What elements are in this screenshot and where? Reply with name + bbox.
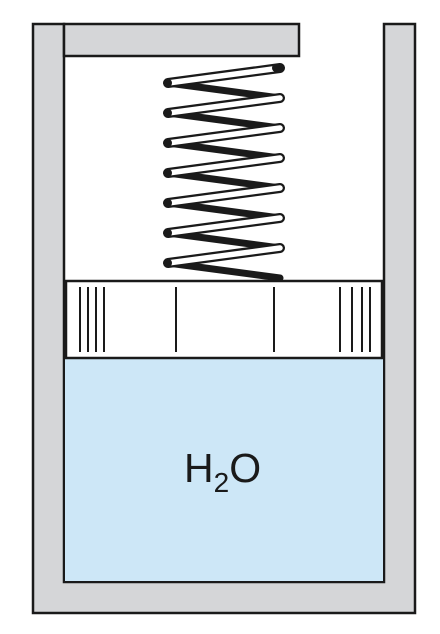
spring-coil-end bbox=[164, 229, 172, 237]
water-label-subscript: 2 bbox=[213, 467, 230, 498]
spring-coil-end bbox=[164, 79, 172, 87]
water-label-h: H bbox=[184, 445, 214, 491]
ceiling-plate bbox=[64, 24, 299, 56]
spring-front-strand bbox=[168, 68, 280, 83]
spring-front-strand bbox=[168, 248, 280, 263]
piston bbox=[66, 281, 382, 358]
spring-front-strand bbox=[168, 128, 280, 143]
spring-coil-end bbox=[164, 109, 172, 117]
piston-body bbox=[66, 281, 382, 358]
spring-coil-end bbox=[164, 139, 172, 147]
water-label-o: O bbox=[229, 445, 262, 491]
compression-spring bbox=[164, 68, 280, 278]
spring-coil-end bbox=[164, 259, 172, 267]
spring-front-strand bbox=[168, 218, 280, 233]
spring-coil-end bbox=[164, 199, 172, 207]
spring-front-strand bbox=[168, 188, 280, 203]
spring-front-strand bbox=[168, 158, 280, 173]
spring-coil-end bbox=[164, 169, 172, 177]
spring-front-strand bbox=[168, 98, 280, 113]
